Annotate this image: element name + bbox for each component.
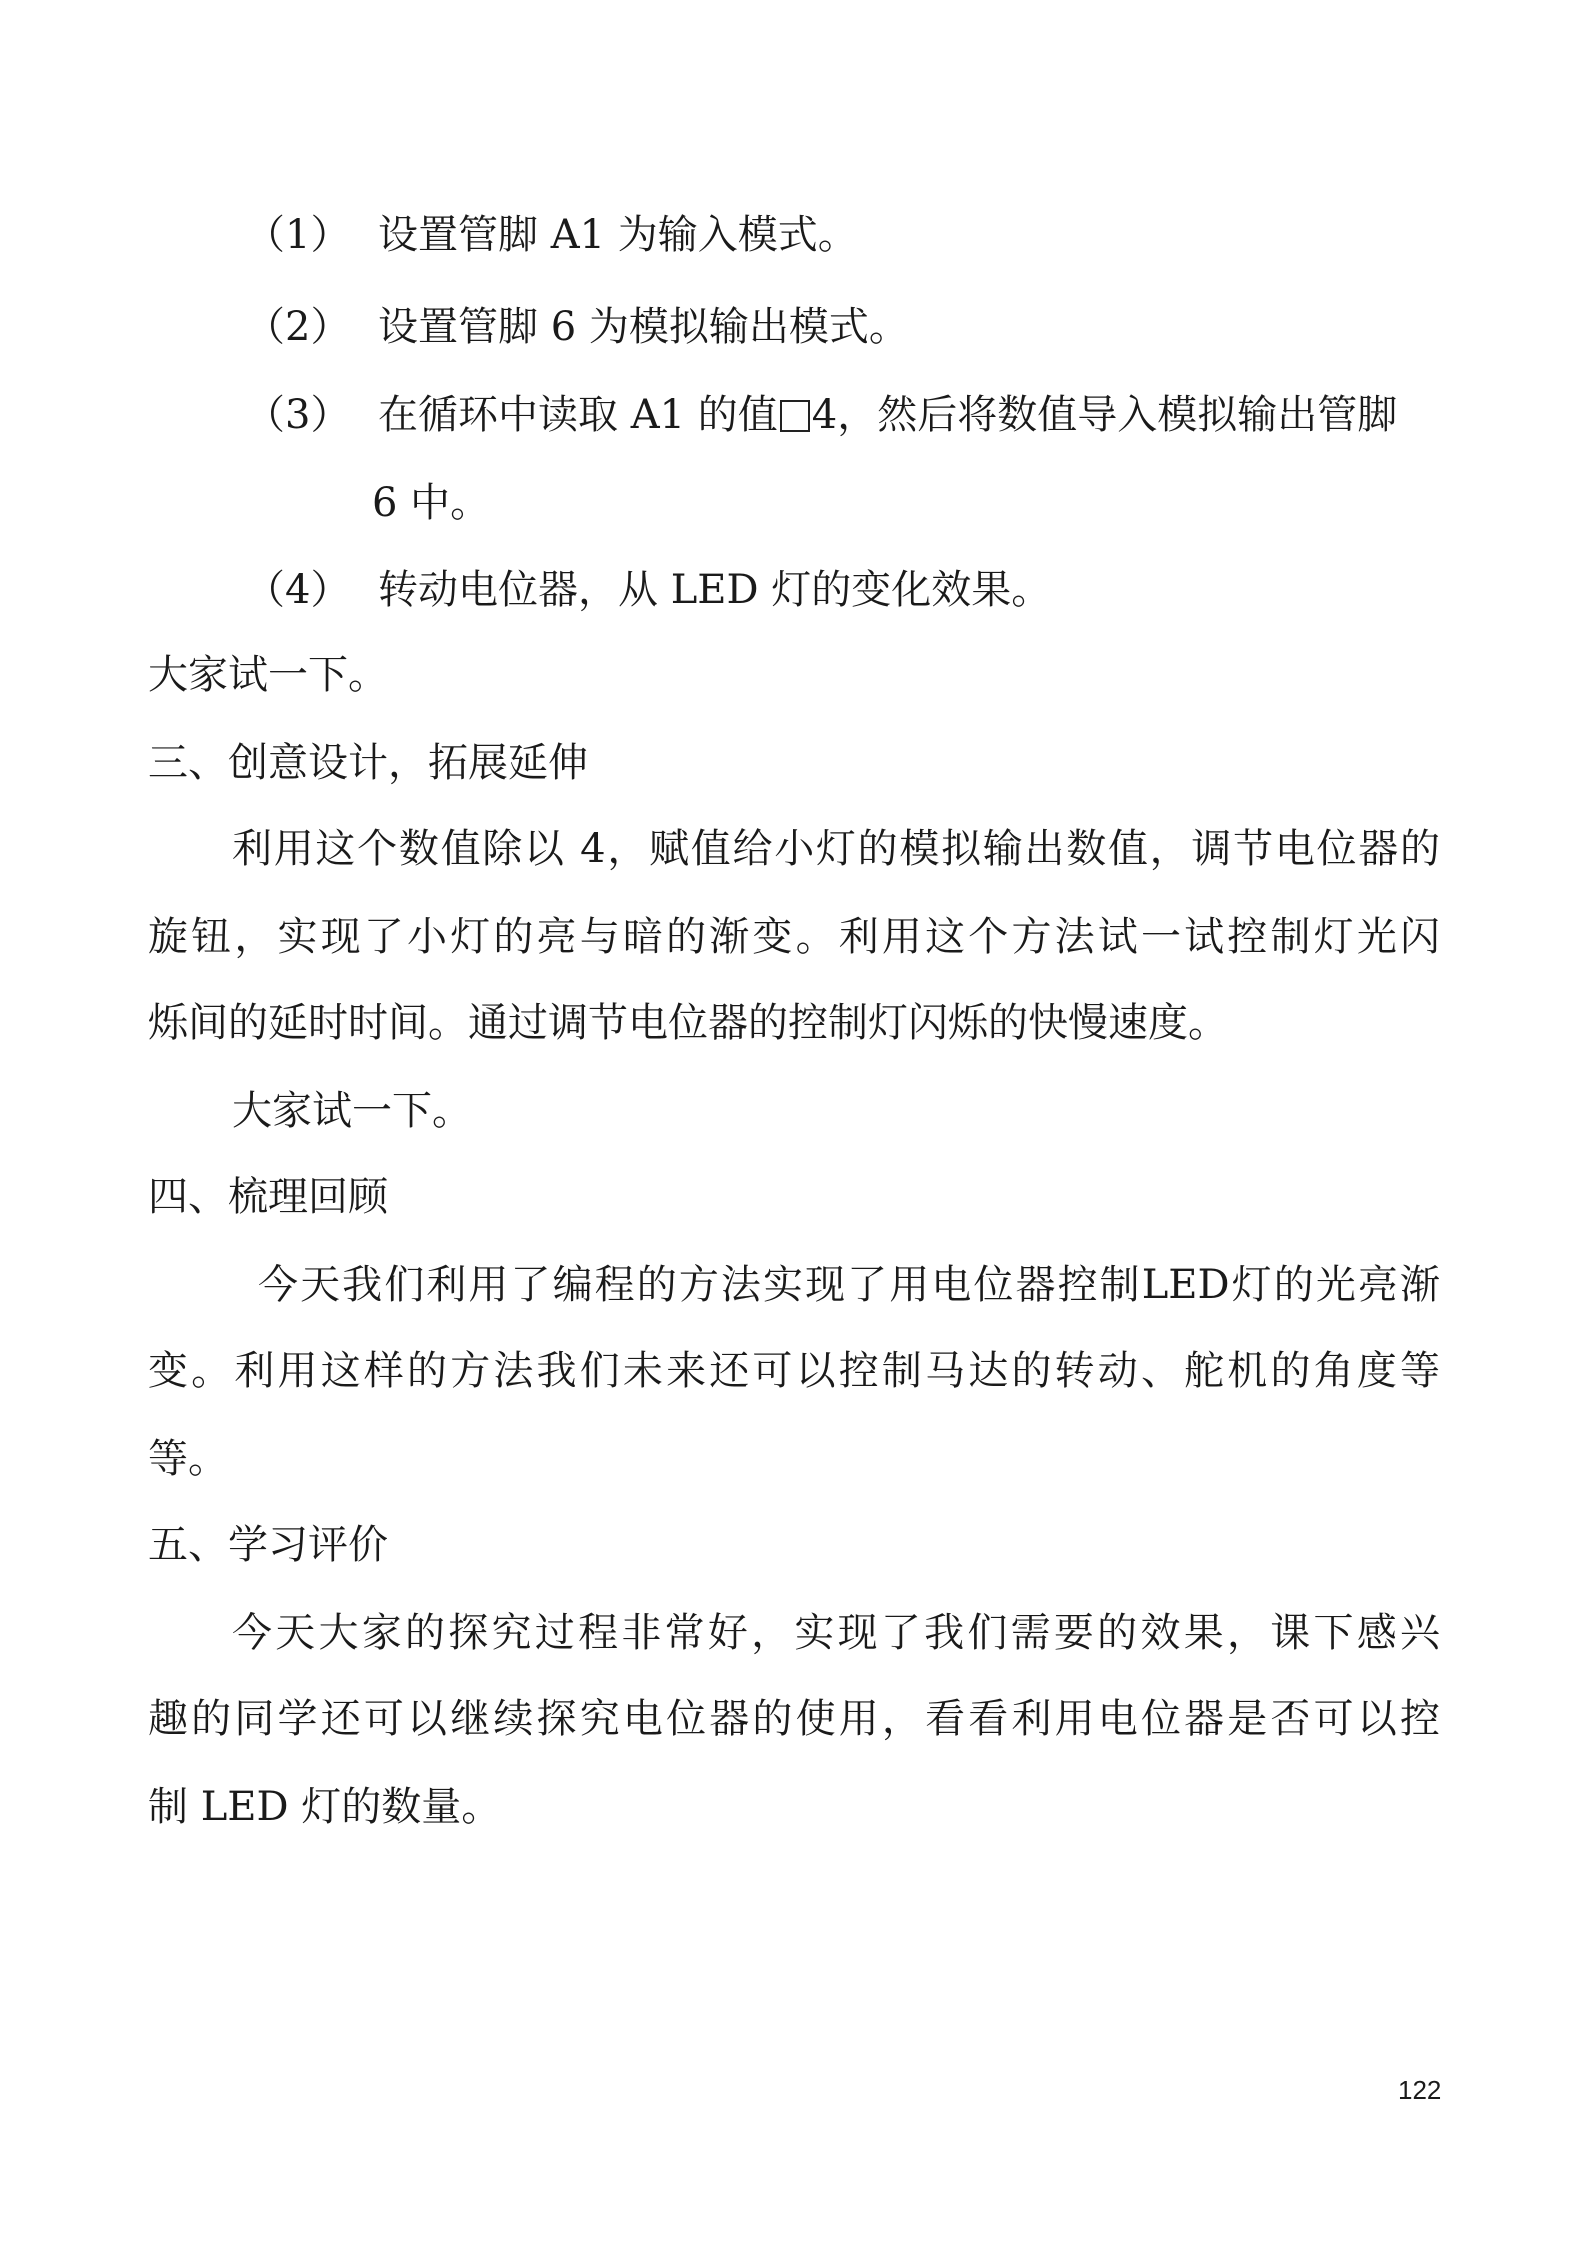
missing-glyph-box (780, 400, 810, 432)
section-4-heading: 四、梳理回顾 (148, 1174, 388, 1220)
section-5-para-line-3: 制 LED 灯的数量。 (148, 1784, 502, 1830)
step-3-number: （3） (245, 392, 351, 438)
section-3-para-line-2: 旋钮，实现了小灯的亮与暗的渐变。利用这个方法试一试控制灯光闪 (148, 914, 1440, 960)
section-4-para-line-3: 等。 (148, 1436, 228, 1482)
section-3-heading: 三、创意设计，拓展延伸 (148, 740, 588, 786)
section-5-para-line-2: 趣的同学还可以继续探究电位器的使用，看看利用电位器是否可以控 (148, 1696, 1440, 1742)
step-4-number: （4） (245, 567, 351, 613)
section-4-para-line-2: 变。利用这样的方法我们未来还可以控制马达的转动、舵机的角度等 (148, 1348, 1440, 1394)
step-4-text: 转动电位器，从 LED 灯的变化效果。 (378, 567, 1052, 613)
section-5-para-line-1: 今天大家的探究过程非常好，实现了我们需要的效果，课下感兴 (232, 1610, 1440, 1656)
step-3-text-b: 4，然后将数值导入模拟输出管脚 (811, 392, 1398, 438)
step-3-text (378, 390, 1440, 440)
step-2-text: 设置管脚 6 为模拟输出模式。 (378, 304, 909, 350)
section-3-para-line-3: 烁间的延时时间。通过调节电位器的控制灯闪烁的快慢速度。 (148, 1000, 1228, 1046)
section-3-para-line-1: 利用这个数值除以 4，赋值给小灯的模拟输出数值，调节电位器的 (232, 826, 1440, 872)
section-4-para-line-1: 今天我们利用了编程的方法实现了用电位器控制LED灯的光亮渐 (258, 1262, 1440, 1308)
step-2-number: （2） (245, 304, 351, 350)
step-1-text: 设置管脚 A1 为输入模式。 (378, 212, 858, 258)
section-3-para-2: 大家试一下。 (232, 1088, 472, 1134)
page-number: 122 (1398, 2075, 1442, 2105)
section-5-heading: 五、学习评价 (148, 1522, 388, 1568)
step-3-text-a: 在循环中读取 A1 的值 (378, 392, 778, 438)
step-3-continuation: 6 中。 (372, 480, 491, 526)
step-1-number: （1） (245, 212, 351, 258)
after-steps-text: 大家试一下。 (148, 652, 388, 698)
